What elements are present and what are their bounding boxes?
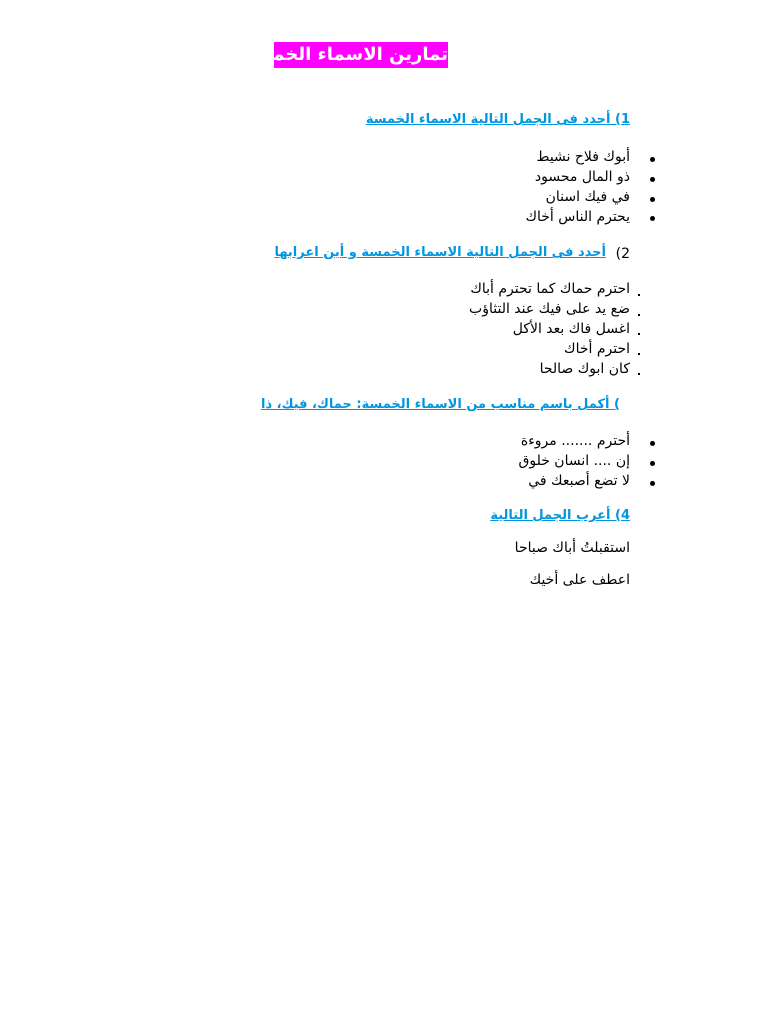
bullet-icon bbox=[638, 373, 640, 375]
bullet-icon bbox=[650, 197, 655, 202]
list-item: أبوك فلاح نشيط bbox=[536, 149, 630, 165]
list-item: كان ابوك صالحا bbox=[539, 361, 630, 377]
list-item: ضع يد على فيك عند التثاؤب bbox=[469, 301, 630, 317]
bullet-icon bbox=[638, 333, 640, 335]
section3-list bbox=[518, 431, 630, 491]
bullet-icon bbox=[650, 177, 655, 182]
list-item: لا تضع أصبعك في bbox=[528, 473, 630, 489]
list-item: اغسل فاك بعد الأكل bbox=[512, 321, 630, 337]
list-item: احترم أخاك bbox=[564, 341, 630, 357]
list-item: ذو المال محسود bbox=[534, 169, 630, 185]
section4-heading: 4) أعرب الجمل التالية bbox=[490, 508, 630, 523]
section1-list bbox=[525, 147, 630, 227]
section2-list bbox=[469, 279, 630, 379]
bullet-icon bbox=[650, 441, 655, 446]
list-item: احترم حماك كما تحترم أباك bbox=[470, 281, 630, 297]
section2-number: 2) bbox=[615, 246, 630, 262]
page-title: تمارين الاسماء الخمسة bbox=[274, 42, 448, 68]
bullet-icon bbox=[638, 353, 640, 355]
bullet-icon bbox=[638, 314, 640, 316]
section3-heading: ) أكمل باسم مناسب من الاسماء الخمسة: حماك، فيك، ذا bbox=[261, 397, 620, 412]
list-item: يحترم الناس أخاك bbox=[525, 209, 630, 225]
bullet-icon bbox=[638, 294, 640, 296]
section4-line: استقبلتُ أباك صباحا bbox=[514, 540, 630, 556]
list-item: في فيك اسنان bbox=[545, 189, 630, 205]
list-item: إن .... انسان خلوق bbox=[518, 453, 630, 469]
bullet-icon bbox=[650, 461, 655, 466]
list-item: أحترم ....... مروءة bbox=[520, 433, 630, 449]
section4-line: اعطف على أخيك bbox=[529, 572, 630, 588]
bullet-icon bbox=[650, 216, 655, 221]
bullet-icon bbox=[650, 157, 655, 162]
section1-heading: 1) أحدد فى الجمل التالية الاسماء الخمسة bbox=[365, 112, 630, 127]
section2-heading: أحدد فى الجمل التالية الاسماء الخمسة و أين اعرابها bbox=[274, 245, 606, 260]
bullet-icon bbox=[650, 481, 655, 486]
